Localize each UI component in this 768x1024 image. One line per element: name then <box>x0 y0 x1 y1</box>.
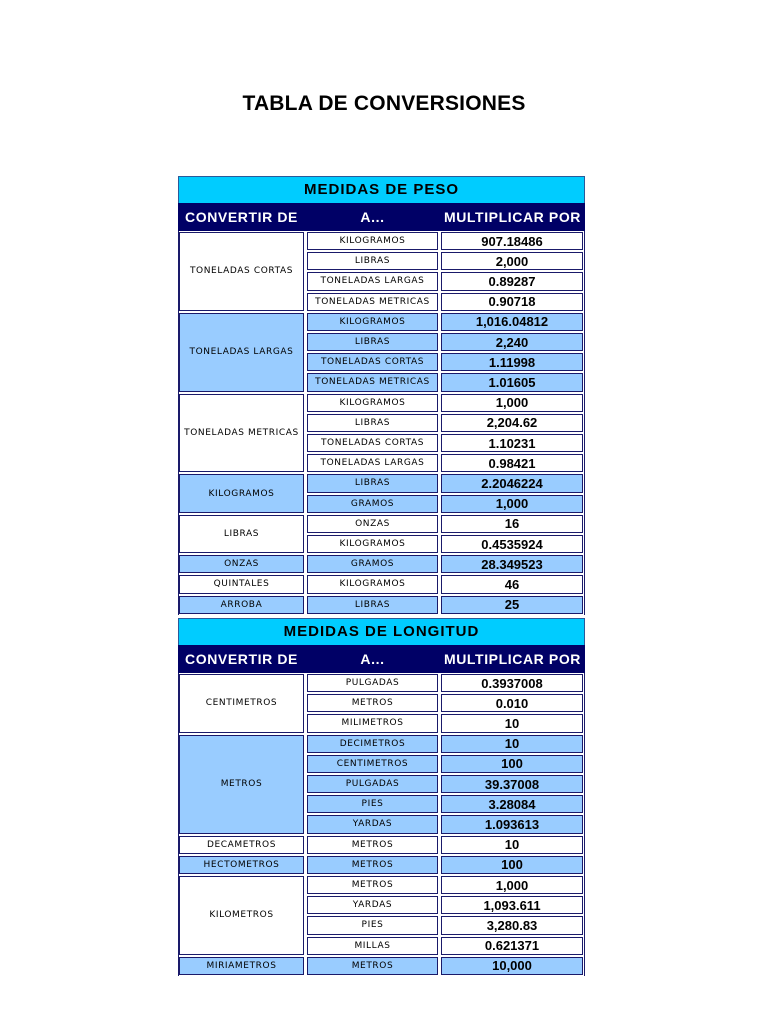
factor-cell: 46 <box>441 575 583 593</box>
factor-cell: 1.093613 <box>441 815 583 833</box>
from-unit-cell: KILOGRAMOS <box>179 474 304 512</box>
factor-cell: 2,240 <box>441 333 583 351</box>
header-col3: MULTIPLICAR POR <box>443 651 582 667</box>
section-title: MEDIDAS DE PESO <box>178 176 585 204</box>
to-unit-cell: PIES <box>307 916 438 934</box>
to-unit-cell: TONELADAS CORTAS <box>307 353 438 371</box>
factor-cell: 2,204.62 <box>441 414 583 432</box>
table-frame <box>178 673 585 976</box>
factor-cell: 1.11998 <box>441 353 583 371</box>
from-unit-cell: CENTIMETROS <box>179 674 304 733</box>
factor-cell: 2.2046224 <box>441 474 583 492</box>
from-unit-cell: TONELADAS LARGAS <box>179 313 304 392</box>
to-unit-cell: PULGADAS <box>307 775 438 793</box>
to-unit-cell: LIBRAS <box>307 596 438 614</box>
factor-cell: 0.89287 <box>441 272 583 290</box>
factor-cell: 1,016.04812 <box>441 313 583 331</box>
from-unit-cell: MIRIAMETROS <box>179 957 304 975</box>
factor-cell: 10 <box>441 714 583 732</box>
to-unit-cell: KILOGRAMOS <box>307 575 438 593</box>
to-unit-cell: MILLAS <box>307 937 438 955</box>
factor-cell: 1.10231 <box>441 434 583 452</box>
to-unit-cell: DECIMETROS <box>307 735 438 753</box>
factor-cell: 0.90718 <box>441 293 583 311</box>
from-unit-cell: DECAMETROS <box>179 836 304 854</box>
to-unit-cell: PULGADAS <box>307 674 438 692</box>
factor-cell: 0.98421 <box>441 454 583 472</box>
to-unit-cell: TONELADAS METRICAS <box>307 373 438 391</box>
factor-cell: 1,000 <box>441 876 583 894</box>
to-unit-cell: TONELADAS METRICAS <box>307 293 438 311</box>
to-unit-cell: MILIMETROS <box>307 714 438 732</box>
header-col2: A... <box>360 651 385 667</box>
header-col3: MULTIPLICAR POR <box>443 209 582 225</box>
factor-cell: 2,000 <box>441 252 583 270</box>
from-unit-cell: TONELADAS METRICAS <box>179 394 304 473</box>
from-unit-cell: ONZAS <box>179 555 304 573</box>
to-unit-cell: METROS <box>307 856 438 874</box>
factor-cell: 3,280.83 <box>441 916 583 934</box>
to-unit-cell: KILOGRAMOS <box>307 394 438 412</box>
factor-cell: 100 <box>441 856 583 874</box>
from-unit-cell: HECTOMETROS <box>179 856 304 874</box>
to-unit-cell: KILOGRAMOS <box>307 232 438 250</box>
to-unit-cell: PIES <box>307 795 438 813</box>
header-col2: A... <box>360 209 385 225</box>
from-unit-cell: ARROBA <box>179 596 304 614</box>
factor-cell: 3.28084 <box>441 795 583 813</box>
to-unit-cell: KILOGRAMOS <box>307 313 438 331</box>
to-unit-cell: YARDAS <box>307 815 438 833</box>
from-unit-cell: QUINTALES <box>179 575 304 593</box>
factor-cell: 907.18486 <box>441 232 583 250</box>
to-unit-cell: YARDAS <box>307 896 438 914</box>
header-col1: CONVERTIR DE <box>185 651 298 667</box>
to-unit-cell: ONZAS <box>307 515 438 533</box>
factor-cell: 1,000 <box>441 495 583 513</box>
to-unit-cell: METROS <box>307 957 438 975</box>
from-unit-cell: LIBRAS <box>179 515 304 553</box>
to-unit-cell: LIBRAS <box>307 414 438 432</box>
table-header <box>178 203 585 231</box>
to-unit-cell: TONELADAS LARGAS <box>307 272 438 290</box>
to-unit-cell: KILOGRAMOS <box>307 535 438 553</box>
factor-cell: 10 <box>441 836 583 854</box>
factor-cell: 25 <box>441 596 583 614</box>
factor-cell: 39.37008 <box>441 775 583 793</box>
to-unit-cell: GRAMOS <box>307 555 438 573</box>
factor-cell: 16 <box>441 515 583 533</box>
to-unit-cell: LIBRAS <box>307 474 438 492</box>
factor-cell: 10 <box>441 735 583 753</box>
factor-cell: 1,000 <box>441 394 583 412</box>
factor-cell: 10,000 <box>441 957 583 975</box>
factor-cell: 0.621371 <box>441 937 583 955</box>
to-unit-cell: CENTIMETROS <box>307 755 438 773</box>
from-unit-cell: METROS <box>179 735 304 834</box>
factor-cell: 1.01605 <box>441 373 583 391</box>
table-frame <box>178 231 585 615</box>
to-unit-cell: METROS <box>307 876 438 894</box>
to-unit-cell: LIBRAS <box>307 333 438 351</box>
page-title: TABLA DE CONVERSIONES <box>242 92 526 115</box>
from-unit-cell: KILOMETROS <box>179 876 304 955</box>
factor-cell: 28.349523 <box>441 555 583 573</box>
to-unit-cell: LIBRAS <box>307 252 438 270</box>
to-unit-cell: TONELADAS CORTAS <box>307 434 438 452</box>
to-unit-cell: METROS <box>307 694 438 712</box>
factor-cell: 0.3937008 <box>441 674 583 692</box>
factor-cell: 0.010 <box>441 694 583 712</box>
to-unit-cell: METROS <box>307 836 438 854</box>
factor-cell: 100 <box>441 755 583 773</box>
header-col1: CONVERTIR DE <box>185 209 298 225</box>
section-title: MEDIDAS DE LONGITUD <box>178 618 585 646</box>
factor-cell: 1,093.611 <box>441 896 583 914</box>
to-unit-cell: GRAMOS <box>307 495 438 513</box>
factor-cell: 0.4535924 <box>441 535 583 553</box>
table-header <box>178 645 585 673</box>
to-unit-cell: TONELADAS LARGAS <box>307 454 438 472</box>
from-unit-cell: TONELADAS CORTAS <box>179 232 304 311</box>
